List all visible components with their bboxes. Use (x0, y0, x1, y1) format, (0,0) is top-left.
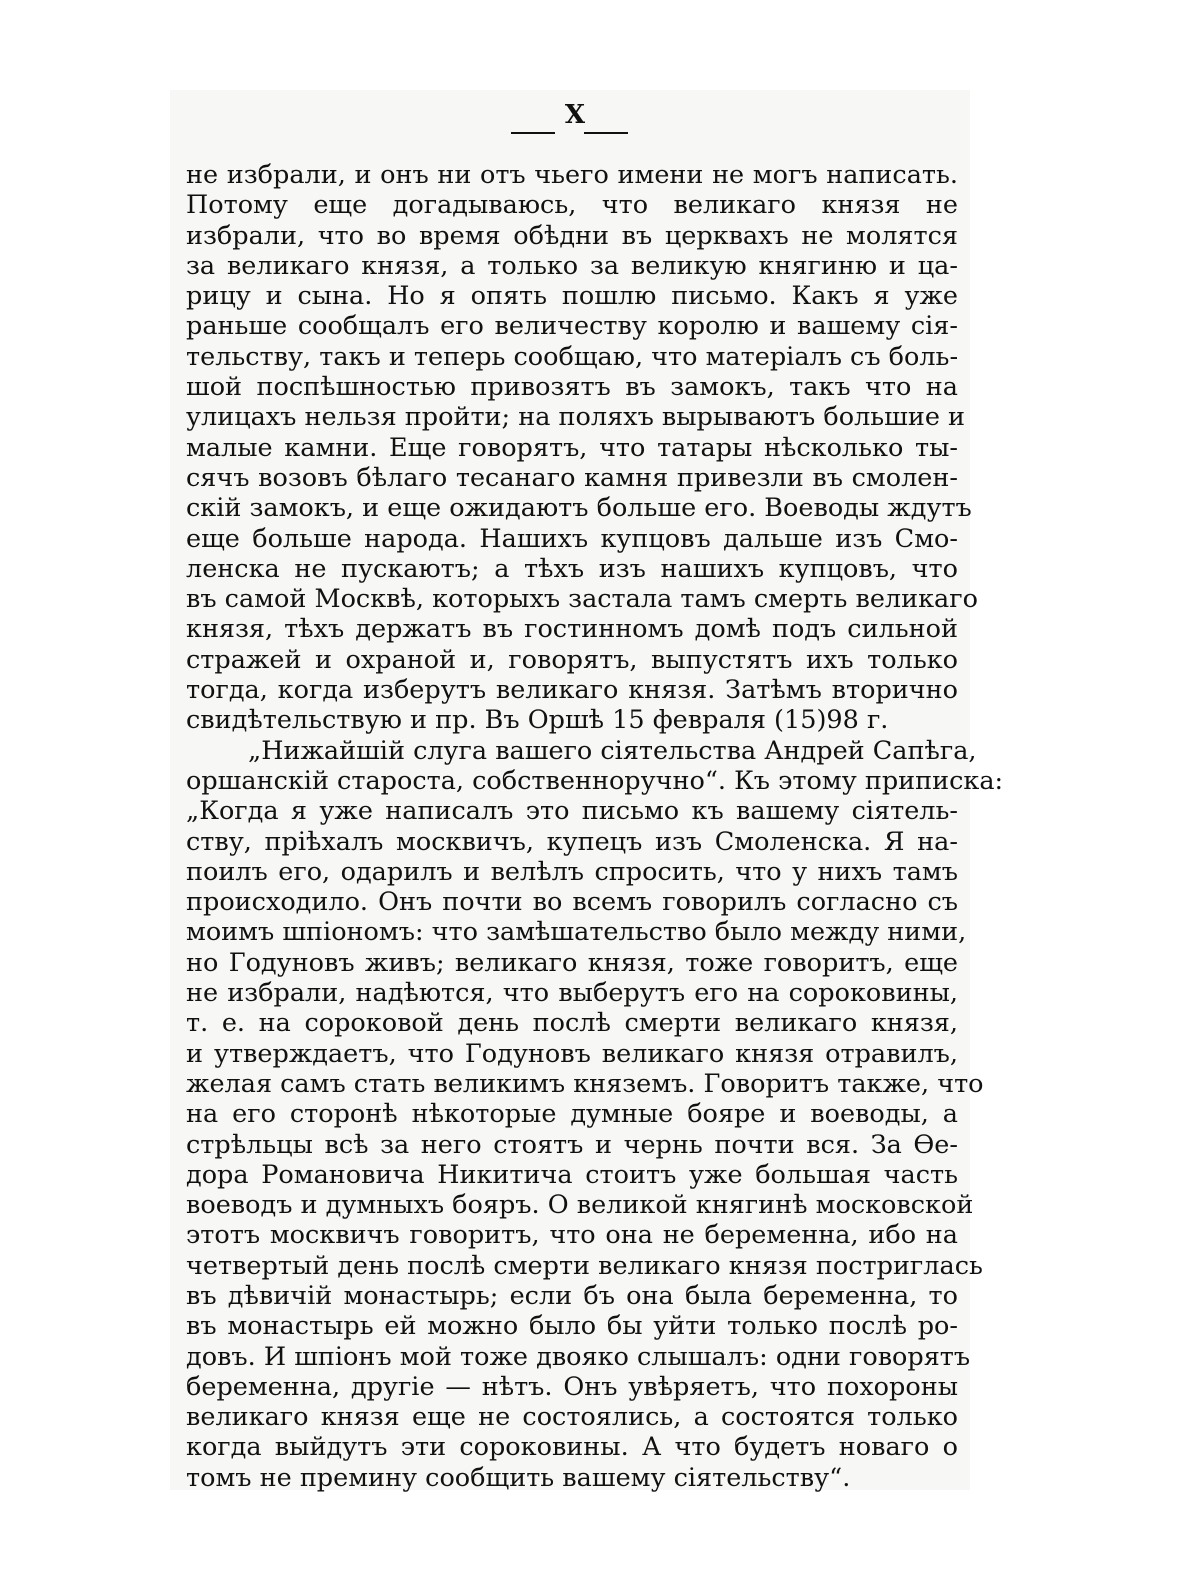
text-line: скiй замокъ, и еще ожидаютъ больше его. Воеводы ждутъ (186, 493, 972, 524)
text-line: стрѣльцы всѣ за него стоятъ и чернь почти вся. За Ѳе- (186, 1129, 958, 1160)
text-line: ленска не пускаютъ; а тѣхъ изъ нашихъ купцовъ, что (186, 553, 958, 584)
text-line: желая самъ стать великимъ княземъ. Говоритъ также, что (186, 1068, 984, 1099)
text-line: князя, тѣхъ держатъ въ гостинномъ домѣ подъ сильной (186, 614, 958, 645)
text-line: стражей и охраной и, говорятъ, выпустятъ ихъ только (186, 644, 958, 675)
text-line: довъ. И шпiонъ мой тоже двояко слышалъ: одни говорятъ (186, 1341, 971, 1372)
text-line: избрали, что во время обѣдни въ церквахъ не молятся (186, 220, 958, 251)
text-line: томъ не премину сообщить вашему сiятельству“. (186, 1462, 851, 1493)
text-line: шой поспѣшностью привозятъ въ замокъ, такъ что на (186, 372, 958, 403)
text-line: рицу и сына. Но я опять пошлю письмо. Какъ я уже (186, 281, 958, 312)
text-line: Потому еще догадываюсь, что великаго князя не (186, 190, 958, 221)
text-line: „Когда я уже написалъ это письмо къ вашему сiятель- (186, 796, 958, 827)
text-line: воеводъ и думныхъ бояръ. О великой княгинѣ московской (186, 1190, 974, 1221)
text-line: улицахъ нельзя пройти; на поляхъ вырываютъ большие и (186, 402, 966, 433)
text-line: на его сторонѣ нѣкоторые думные бояре и воеводы, а (186, 1099, 958, 1130)
text-line: въ монастырь ей можно было бы уйти только послѣ ро- (186, 1311, 958, 1342)
header-rule-left (511, 132, 555, 134)
text-line: въ дѣвичiй монастырь; если бъ она была беременна, то (186, 1280, 958, 1311)
text-line: малые камни. Еще говорятъ, что татары нѣсколько ты- (186, 432, 958, 463)
body-text (186, 160, 1004, 1493)
text-line: сячъ возовъ бѣлаго тесанаго камня привезли въ смолен- (186, 462, 958, 493)
text-line: поилъ его, одарилъ и велѣлъ спросить, что у нихъ тамъ (186, 856, 958, 887)
header-rule-right (584, 132, 628, 134)
text-line: тельству, такъ и теперь сообщаю, что матерiалъ съ боль- (186, 341, 959, 372)
text-line: раньше сообщалъ его величеству королю и вашему сiя- (186, 311, 958, 342)
text-line: тогда, когда изберутъ великаго князя. Затѣмъ вторично (186, 675, 958, 706)
text-line: беременна, другiе — нѣтъ. Онъ увѣряетъ, что похороны (186, 1371, 958, 1402)
text-line: ству, прiѣхалъ москвичъ, купецъ изъ Смоленска. Я на- (186, 826, 958, 857)
text-line: дора Романовича Никитича стоитъ уже большая часть (186, 1159, 958, 1190)
text-line: за великаго князя, а только за великую княгиню и ца- (186, 250, 958, 281)
page-number: X (564, 100, 586, 130)
text-line: этотъ москвичъ говоритъ, что она не беременна, ибо на (186, 1220, 958, 1251)
text-line: четвертый день послѣ смерти великаго князя постриглась (186, 1250, 983, 1281)
text-line: не избрали, и онъ ни отъ чьего имени не могъ написать. (186, 160, 958, 190)
text-line: оршанскiй староста, собственноручно“. Къ этому приписка: (186, 765, 1004, 796)
text-line: „Нижайшiй слуга вашего сiятельства Андрей Сапѣга, (248, 735, 977, 766)
text-line: еще больше народа. Нашихъ купцовъ дальше изъ Смо- (186, 523, 958, 554)
text-line: т. е. на сороковой день послѣ смерти великаго князя, (186, 1008, 958, 1039)
text-line: моимъ шпiономъ: что замѣшательство было между ними, (186, 917, 967, 948)
text-line: великаго князя еще не состоялись, а состоятся только (186, 1402, 958, 1433)
text-line: въ самой Москвѣ, которыхъ застала тамъ смерть великаго (186, 584, 978, 615)
text-line: и утверждаетъ, что Годуновъ великаго князя отравилъ, (186, 1038, 958, 1069)
text-line: свидѣтельствую и пр. Въ Оршѣ 15 февраля (15)98 г. (186, 705, 889, 736)
text-line: но Годуновъ живъ; великаго князя, тоже говоритъ, еще (186, 947, 958, 978)
text-line: происходило. Онъ почти во всемъ говорилъ согласно съ (186, 887, 958, 918)
text-line: когда выйдутъ эти сороковины. А что будетъ новаго о (186, 1432, 958, 1463)
text-line: не избрали, надѣются, что выберутъ его на сороковины, (186, 978, 958, 1009)
